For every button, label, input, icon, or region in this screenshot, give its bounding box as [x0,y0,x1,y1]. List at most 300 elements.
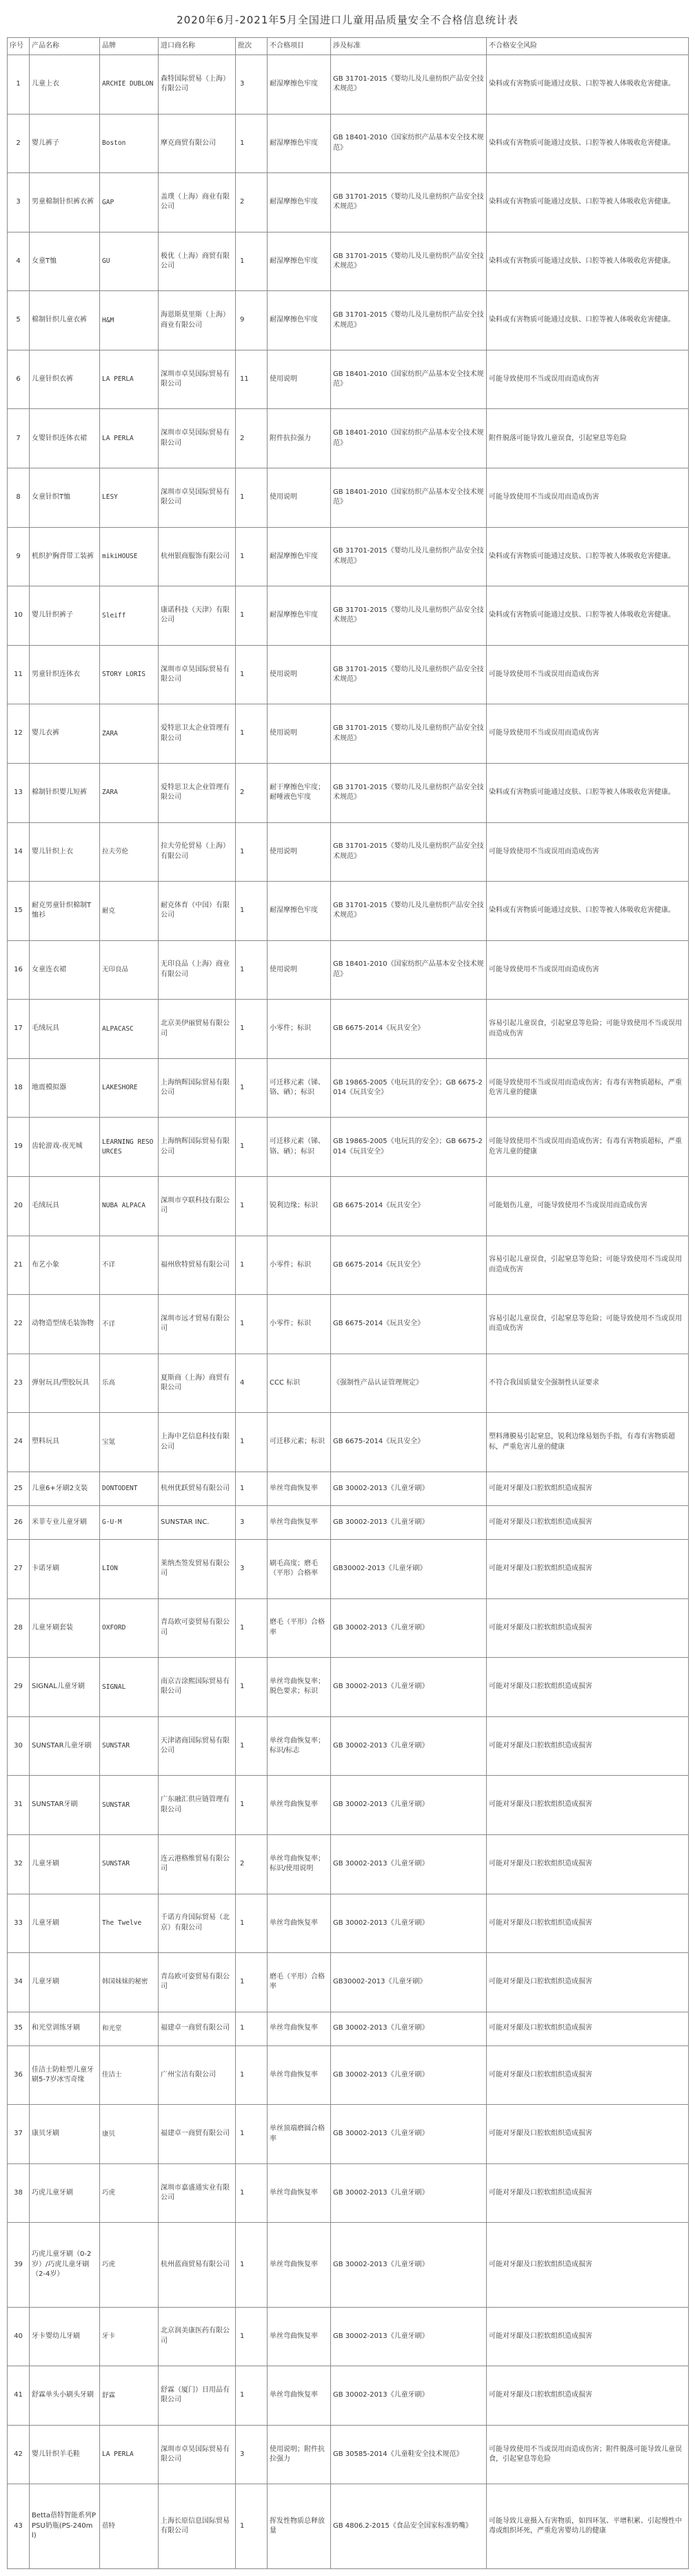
cell-brand: 不详 [100,1236,159,1295]
cell-failed-item: 单丝顶端磨圆合格率 [268,2105,331,2164]
cell-product: 儿童针织衣裤 [30,350,100,409]
cell-product: 和光堂训练牙刷 [30,2012,100,2045]
cell-failed-item: 单丝弯曲恢复率 [268,2012,331,2045]
cell-product: 巧虎儿童牙刷（0-2岁）/巧虎儿童牙刷（2-4岁） [30,2223,100,2307]
cell-importer: 森特国际贸易（上海）有限公司 [159,55,236,115]
cell-importer: 北京美伊丽贸易有限公司 [159,1000,236,1059]
cell-index: 12 [8,704,30,764]
cell-standard: GB 18401-2010《国家纺织产品基本安全技术规范》 [331,114,487,173]
table-row [8,1118,689,1177]
cell-failed-item: 单丝弯曲恢复率 [268,2223,331,2307]
cell-importer: 夏斯商（上海）商贸有限公司 [159,1354,236,1413]
table-row [8,2484,689,2569]
cell-product: 男童棉制针织裤衣裤 [30,173,100,232]
cell-index: 34 [8,1953,30,2012]
cell-standard: GB 31701-2015《婴幼儿及儿童纺织产品安全技术规范》 [331,291,487,350]
cell-brand: ZARA [100,763,159,822]
cell-standard: GB 31701-2015《婴幼儿及儿童纺织产品安全技术规范》 [331,882,487,941]
cell-importer: 深圳市卓昊国际贸易有限公司 [159,350,236,409]
cell-importer: 南京吉涂熙国际贸易有限公司 [159,1658,236,1717]
cell-importer: 福建卓一商贸有限公司 [159,2105,236,2164]
table-row [8,291,689,350]
cell-brand: 牙卡 [100,2307,159,2366]
cell-product: 棉制针织儿童衣裤 [30,291,100,350]
cell-product: 儿童牙刷套装 [30,1598,100,1658]
cell-index: 2 [8,114,30,173]
cell-risk: 染料或有害物质可能通过皮肤、口腔等被人体吸收危害健康。 [487,173,689,232]
cell-brand: 无印良品 [100,940,159,1000]
cell-standard: GB 18401-2010《国家纺织产品基本安全技术规范》 [331,409,487,468]
cell-batches: 3 [236,1505,268,1539]
cell-failed-item: 小零件；标识 [268,1000,331,1059]
cell-failed-item: 使用说明 [268,822,331,882]
cell-batches: 1 [236,1118,268,1177]
cell-batches: 1 [236,586,268,646]
table-row [8,1716,689,1776]
table-row [8,1505,689,1539]
cell-brand: LA PERLA [100,350,159,409]
cell-batches: 1 [236,2366,268,2426]
cell-risk: 容易引起儿童误食，引起窒息等危险；可能导致使用不当或误用而造成伤害 [487,1000,689,1059]
cell-batches: 1 [236,2105,268,2164]
cell-batches: 2 [236,409,268,468]
cell-failed-item: 耐湿摩擦色牢度 [268,527,331,586]
cell-risk: 可能划伤儿童，可能导致使用不当或误用而造成伤害 [487,1176,689,1236]
cell-brand: LAKESHORE [100,1058,159,1118]
cell-standard: GB 6675-2014《玩具安全》 [331,1236,487,1295]
cell-brand: 耐克 [100,882,159,941]
cell-index: 40 [8,2307,30,2366]
cell-brand: LION [100,1540,159,1599]
cell-index: 10 [8,586,30,646]
table-row [8,2307,689,2366]
cell-failed-item: 耐湿摩擦色牢度 [268,586,331,646]
cell-product: SUNSTAR牙刷 [30,1776,100,1835]
table-row [8,350,689,409]
cell-batches: 1 [236,1295,268,1354]
cell-risk: 染料或有害物质可能通过皮肤、口腔等被人体吸收危害健康。 [487,586,689,646]
cell-brand: mikiHOUSE [100,527,159,586]
cell-index: 29 [8,1658,30,1717]
cell-failed-item: 耐湿摩擦色牢度 [268,114,331,173]
cell-risk: 可能导致使用不当或误用而造成伤害 [487,468,689,528]
cell-standard: GB 30002-2013《儿童牙刷》 [331,2012,487,2045]
cell-brand: LA PERLA [100,2425,159,2484]
cell-batches: 1 [236,1000,268,1059]
cell-index: 37 [8,2105,30,2164]
cell-importer: 舒霖（厦门）日用品有限公司 [159,2366,236,2426]
cell-brand: 蓓特 [100,2484,159,2569]
cell-index: 41 [8,2366,30,2426]
cell-standard: GB 31701-2015《婴幼儿及儿童纺织产品安全技术规范》 [331,763,487,822]
cell-failed-item: 使用说明；附件抗拉强力 [268,2425,331,2484]
cell-failed-item: 锐利边缘；标识 [268,1176,331,1236]
cell-standard: GB 30002-2013《儿童牙刷》 [331,1834,487,1894]
cell-index: 36 [8,2045,30,2105]
cell-index: 8 [8,468,30,528]
cell-batches: 1 [236,1598,268,1658]
cell-index: 21 [8,1236,30,1295]
cell-importer: 深圳市远才贸易有限公司 [159,1295,236,1354]
table-row [8,1953,689,2012]
cell-index: 35 [8,2012,30,2045]
cell-product: 婴儿针织上衣 [30,822,100,882]
cell-importer: 上海长原信息国际贸易有限公司 [159,2484,236,2569]
header-standard: 涉及标准 [331,38,487,55]
cell-importer: 青岛欧可姿贸易有限公司 [159,1598,236,1658]
cell-failed-item: 单丝弯曲恢复率；标识/标志 [268,1716,331,1776]
cell-risk: 可能对牙龈及口腔软组织造成损害 [487,2223,689,2307]
cell-brand: 康贝 [100,2105,159,2164]
cell-product: 男童针织连体衣 [30,645,100,704]
cell-brand: GAP [100,173,159,232]
header-index: 序号 [8,38,30,55]
cell-brand: The Twelve [100,1894,159,1953]
cell-index: 11 [8,645,30,704]
cell-batches: 1 [236,1658,268,1717]
cell-batches: 1 [236,2484,268,2569]
table-row [8,763,689,822]
cell-index: 17 [8,1000,30,1059]
cell-importer: 福建卓一商贸有限公司 [159,2012,236,2045]
cell-batches: 3 [236,55,268,115]
header-brand: 品牌 [100,38,159,55]
cell-product: 女童连衣裙 [30,940,100,1000]
cell-index: 19 [8,1118,30,1177]
table-row [8,468,689,528]
cell-standard: GB 30002-2013《儿童牙刷》 [331,2223,487,2307]
cell-product: 儿童牙刷 [30,1953,100,2012]
cell-index: 42 [8,2425,30,2484]
cell-brand: LA PERLA [100,409,159,468]
cell-product: 动物造型绒毛装饰物 [30,1295,100,1354]
cell-index: 25 [8,1472,30,1505]
cell-batches: 9 [236,291,268,350]
cell-risk: 可能对牙龈及口腔软组织造成损害 [487,1834,689,1894]
cell-standard: GB 31701-2015《婴幼儿及儿童纺织产品安全技术规范》 [331,586,487,646]
cell-product: SIGNAL儿童牙刷 [30,1658,100,1717]
cell-product: 米菲专业儿童牙刷 [30,1505,100,1539]
cell-failed-item: 附件抗拉强力 [268,409,331,468]
cell-batches: 2 [236,1834,268,1894]
cell-product: 儿童牙刷 [30,1834,100,1894]
cell-standard: GB 6675-2014《玩具安全》 [331,1295,487,1354]
cell-risk: 可能对牙龈及口腔软组织造成损害 [487,1776,689,1835]
cell-failed-item: 可迁移元素（锑、铬、硒）；标识 [268,1118,331,1177]
cell-index: 22 [8,1295,30,1354]
cell-failed-item: 磨毛（平形）合格率 [268,1953,331,2012]
cell-risk: 染料或有害物质可能通过皮肤、口腔等被人体吸收危害健康。 [487,527,689,586]
cell-importer: 深圳市卓昊国际贸易有限公司 [159,645,236,704]
cell-importer: 青岛欧可姿贸易有限公司 [159,1953,236,2012]
cell-brand: 拉夫劳伦 [100,822,159,882]
cell-risk: 可能导致使用不当或误用而造成伤害 [487,822,689,882]
cell-importer: 康诺科技（天津）有限公司 [159,586,236,646]
cell-index: 23 [8,1354,30,1413]
cell-batches: 1 [236,232,268,291]
cell-product: 耐克男童针织棉制T恤衫 [30,882,100,941]
cell-failed-item: 刷毛高度；磨毛（平形）合格率 [268,1540,331,1599]
cell-batches: 1 [236,2163,268,2223]
cell-brand: STORY LORIS [100,645,159,704]
cell-batches: 2 [236,763,268,822]
table-row [8,1000,689,1059]
cell-importer: 连云港格维贸易有限公司 [159,1834,236,1894]
page-title: 2020年6月-2021年5月全国进口儿童用品质量安全不合格信息统计表 [177,14,518,26]
cell-failed-item: 小零件；标识 [268,1295,331,1354]
cell-batches: 1 [236,1894,268,1953]
cell-batches: 1 [236,468,268,528]
cell-failed-item: 磨毛（平形）合格率 [268,1598,331,1658]
cell-risk: 可能导致使用不当或误用而造成伤害；有毒有害物质超标，严重危害儿童的健康 [487,1058,689,1118]
cell-index: 13 [8,763,30,822]
cell-index: 31 [8,1776,30,1835]
cell-product: 舒霖单头小刷头牙刷 [30,2366,100,2426]
cell-standard: GB 30002-2013《儿童牙刷》 [331,1505,487,1539]
cell-batches: 3 [236,2425,268,2484]
table-row [8,1176,689,1236]
table-row [8,645,689,704]
cell-importer: 耐克体育（中国）有限公司 [159,882,236,941]
table-row [8,1472,689,1505]
table-row [8,882,689,941]
cell-failed-item: 耐干摩擦色牢度；耐唾液色牢度 [268,763,331,822]
cell-importer: 杭州银商服饰有限公司 [159,527,236,586]
cell-batches: 1 [236,1176,268,1236]
cell-standard: GB 19865-2005《电玩具的安全》；GB 6675-2014《玩具安全》 [331,1118,487,1177]
cell-risk: 附件脱落可能导致儿童误食，引起窒息等危险 [487,409,689,468]
table-row [8,2045,689,2105]
cell-index: 27 [8,1540,30,1599]
cell-batches: 1 [236,1413,268,1472]
cell-standard: 《强制性产品认证管理规定》 [331,1354,487,1413]
table-body [8,55,689,2569]
cell-risk: 可能对牙龈及口腔软组织造成损害 [487,2045,689,2105]
cell-failed-item: CCC 标识 [268,1354,331,1413]
cell-risk: 可能对牙龈及口腔软组织造成损害 [487,2366,689,2426]
cell-product: 地震模拟器 [30,1058,100,1118]
data-table [7,37,689,2569]
cell-index: 9 [8,527,30,586]
cell-importer: 福州欣特贸易有限公司 [159,1236,236,1295]
cell-batches: 1 [236,2012,268,2045]
cell-failed-item: 单丝弯曲恢复率 [268,1776,331,1835]
cell-risk: 可能对牙龈及口腔软组织造成损害 [487,1953,689,2012]
cell-standard: GB 30002-2013《儿童牙刷》 [331,2163,487,2223]
cell-product: Betta蓓特智能系列PPSU奶瓶(PS-240ml) [30,2484,100,2569]
table-row [8,232,689,291]
cell-risk: 可能导致使用不当或误用而造成伤害 [487,350,689,409]
cell-batches: 1 [236,822,268,882]
cell-importer: 广州宝洁有限公司 [159,2045,236,2105]
cell-risk: 染料或有害物质可能通过皮肤、口腔等被人体吸收危害健康。 [487,763,689,822]
cell-standard: GB 30585-2014《儿童鞋安全技术规范》 [331,2425,487,2484]
cell-brand: Sleiff [100,586,159,646]
cell-standard: GB 30002-2013《儿童牙刷》 [331,1716,487,1776]
cell-risk: 不符合我国质量安全强制性认证要求 [487,1354,689,1413]
table-row [8,1354,689,1413]
cell-product: 康贝牙刷 [30,2105,100,2164]
cell-risk: 可能对牙龈及口腔软组织造成损害 [487,2012,689,2045]
cell-brand: ALPACASC [100,1000,159,1059]
cell-importer: 爱特思卫太企业管理有限公司 [159,704,236,764]
cell-standard: GB 6675-2014《玩具安全》 [331,1176,487,1236]
cell-failed-item: 耐湿摩擦色牢度 [268,232,331,291]
cell-importer: 杭州优跃贸易有限公司 [159,1472,236,1505]
cell-batches: 1 [236,645,268,704]
cell-risk: 容易引起儿童误食，引起窒息等危险；可能导致使用不当或误用而造成伤害 [487,1295,689,1354]
header-product: 产品名称 [30,38,100,55]
cell-brand: SUNSTAR [100,1834,159,1894]
cell-risk: 染料或有害物质可能通过皮肤、口腔等被人体吸收危害健康。 [487,291,689,350]
cell-standard: GB 4806.2-2015《食品安全国家标准奶嘴》 [331,2484,487,2569]
table-row [8,2105,689,2164]
cell-product: 毛绒玩具 [30,1000,100,1059]
cell-importer: 极优（上海）商贸有限公司 [159,232,236,291]
cell-batches: 1 [236,1716,268,1776]
cell-risk: 染料或有害物质可能通过皮肤、口腔等被人体吸收危害健康。 [487,114,689,173]
cell-standard: GB30002-2013《儿童牙刷》 [331,1953,487,2012]
cell-risk: 可能导致使用不当或误用而造成伤害；附件脱落可能导致儿童误食，引起窒息等危险 [487,2425,689,2484]
cell-risk: 可能对牙龈及口腔软组织造成损害 [487,2105,689,2164]
cell-brand: NUBA ALPACA [100,1176,159,1236]
cell-failed-item: 使用说明 [268,350,331,409]
cell-risk: 可能导致使用不当或误用而造成伤害 [487,940,689,1000]
cell-importer: SUNSTAR INC. [159,1505,236,1539]
cell-batches: 11 [236,350,268,409]
cell-index: 20 [8,1176,30,1236]
cell-product: 塑料玩具 [30,1413,100,1472]
cell-failed-item: 耐湿摩擦色牢度 [268,291,331,350]
cell-product: 弹射玩具/塑胶玩具 [30,1354,100,1413]
cell-standard: GB 30002-2013《儿童牙刷》 [331,2366,487,2426]
cell-failed-item: 单丝弯曲恢复率 [268,2366,331,2426]
cell-failed-item: 单丝弯曲恢复率 [268,2045,331,2105]
cell-batches: 1 [236,2045,268,2105]
cell-batches: 1 [236,1776,268,1835]
cell-failed-item: 使用说明 [268,704,331,764]
cell-standard: GB30002-2013《儿童牙刷》 [331,1540,487,1599]
cell-brand: 巧虎 [100,2163,159,2223]
cell-index: 43 [8,2484,30,2569]
table-row [8,2012,689,2045]
cell-brand: OXFORD [100,1598,159,1658]
cell-brand: 和光堂 [100,2012,159,2045]
header-row [8,38,689,55]
header-failed-item: 不合格项目 [268,38,331,55]
cell-standard: GB 31701-2015《婴幼儿及儿童纺织产品安全技术规范》 [331,822,487,882]
cell-batches: 1 [236,704,268,764]
cell-brand: 韩国妹妹的秘密 [100,1953,159,2012]
cell-standard: GB 18401-2010《国家纺织产品基本安全技术规范》 [331,468,487,528]
table-row [8,1598,689,1658]
cell-product: 布艺小象 [30,1236,100,1295]
header-risk: 不合格安全风险 [487,38,689,55]
cell-brand: SIGNAL [100,1658,159,1717]
table-row [8,1834,689,1894]
cell-standard: GB 6675-2014《玩具安全》 [331,1000,487,1059]
cell-brand: DONTODENT [100,1472,159,1505]
table-row [8,1236,689,1295]
table-row [8,2163,689,2223]
cell-risk: 可能对牙龈及口腔软组织造成损害 [487,1505,689,1539]
cell-product: 牙卡婴幼儿牙刷 [30,2307,100,2366]
cell-product: 婴儿针织羊毛鞋 [30,2425,100,2484]
cell-standard: GB 31701-2015《婴幼儿及儿童纺织产品安全技术规范》 [331,704,487,764]
cell-standard: GB 18401-2010《国家纺织产品基本安全技术规范》 [331,940,487,1000]
cell-brand: G·U·M [100,1505,159,1539]
cell-risk: 可能导致使用不当或误用而造成伤害 [487,704,689,764]
cell-failed-item: 使用说明 [268,468,331,528]
cell-brand: SUNSTAR [100,1776,159,1835]
cell-importer: 摩克商贸有限公司 [159,114,236,173]
cell-brand: 佳洁士 [100,2045,159,2105]
table-row [8,1776,689,1835]
cell-brand: Boston [100,114,159,173]
cell-failed-item: 耐湿摩擦色牢度 [268,882,331,941]
cell-importer: 莱纳杰签发贸易有限公司 [159,1540,236,1599]
cell-failed-item: 单丝弯曲恢复率；标识/使用说明 [268,1834,331,1894]
cell-risk: 可能对牙龈及口腔软组织造成损害 [487,1472,689,1505]
header-importer: 进口商名称 [159,38,236,55]
cell-batches: 1 [236,1058,268,1118]
cell-risk: 可能导致儿童摄入有害物质，如四环氢、平增积累、引起慢性中毒或组织坏死，严重危害婴幼儿的健康 [487,2484,689,2569]
cell-product: 儿童6+牙刷2支装 [30,1472,100,1505]
table-row [8,1540,689,1599]
cell-brand: LESY [100,468,159,528]
cell-standard: GB 18401-2010《国家纺织产品基本安全技术规范》 [331,350,487,409]
cell-product: 巧虎儿童牙刷 [30,2163,100,2223]
cell-index: 6 [8,350,30,409]
cell-index: 1 [8,55,30,115]
cell-batches: 1 [236,1953,268,2012]
cell-standard: GB 30002-2013《儿童牙刷》 [331,1894,487,1953]
cell-batches: 1 [236,940,268,1000]
cell-brand: 不详 [100,1295,159,1354]
table-row [8,2425,689,2484]
cell-failed-item: 挥发性物质总释放量 [268,2484,331,2569]
cell-importer: 深圳市卓昊国际贸易有限公司 [159,2425,236,2484]
table-row [8,1295,689,1354]
cell-batches: 4 [236,1354,268,1413]
cell-standard: GB 30002-2013《儿童牙刷》 [331,1658,487,1717]
cell-index: 32 [8,1834,30,1894]
cell-index: 5 [8,291,30,350]
cell-standard: GB 30002-2013《儿童牙刷》 [331,1472,487,1505]
table-row [8,704,689,764]
cell-importer: 无印良品（上海）商业有限公司 [159,940,236,1000]
cell-brand: 宝氪 [100,1413,159,1472]
cell-batches: 1 [236,114,268,173]
cell-failed-item: 可迁移元素（锑、铬、硒）；标识 [268,1058,331,1118]
cell-standard: GB 30002-2013《儿童牙刷》 [331,2307,487,2366]
cell-failed-item: 使用说明 [268,940,331,1000]
cell-product: SUNSTAR儿童牙刷 [30,1716,100,1776]
cell-risk: 可能对牙龈及口腔软组织造成损害 [487,1658,689,1717]
cell-risk: 染料或有害物质可能通过皮肤、口腔等被人体吸收危害健康。 [487,882,689,941]
cell-index: 33 [8,1894,30,1953]
cell-standard: GB 31701-2015《婴幼儿及儿童纺织产品安全技术规范》 [331,232,487,291]
cell-risk: 可能对牙龈及口腔软组织造成损害 [487,2163,689,2223]
cell-product: 齿轮游戏-夜光城 [30,1118,100,1177]
table-row [8,173,689,232]
cell-brand: H&M [100,291,159,350]
cell-product: 佳洁士防蛀型儿童牙刷5-7岁冰雪奇缘 [30,2045,100,2105]
cell-failed-item: 单丝弯曲恢复率 [268,2163,331,2223]
cell-brand: SUNSTAR [100,1716,159,1776]
cell-product: 女童针织T恤 [30,468,100,528]
table-row [8,1658,689,1717]
